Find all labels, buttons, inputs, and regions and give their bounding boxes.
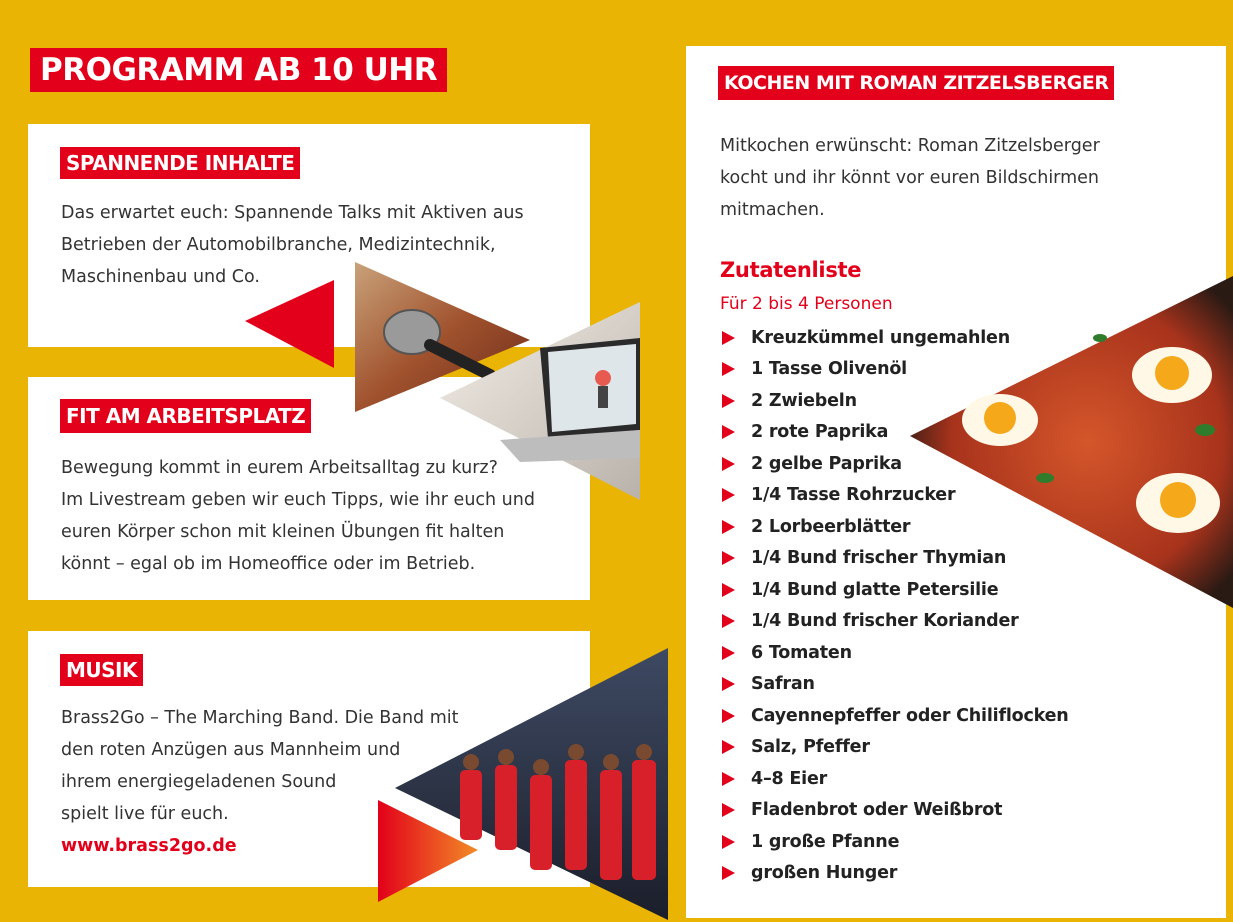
- text-line: kocht und ihr könnt vor euren Bildschirmen: [720, 168, 1099, 188]
- list-item: [722, 511, 1069, 543]
- list-item: [722, 763, 1069, 795]
- red-triangle-shape: [245, 280, 334, 368]
- list-item: [722, 480, 1069, 512]
- tag-fit-am-arbeitsplatz: FIT AM ARBEITSPLATZ: [60, 399, 311, 433]
- ingredient-label: 1 Tasse Olivenöl: [751, 359, 907, 380]
- list-item: [722, 385, 1069, 417]
- tag-musik: MUSIK: [60, 654, 143, 686]
- list-item: [722, 732, 1069, 764]
- list-item: [722, 574, 1069, 606]
- text-line: Betrieben der Automobilbranche, Medizintechnik,: [61, 235, 496, 255]
- arrow-right-icon: [722, 772, 735, 786]
- ingredients-subtitle: Für 2 bis 4 Personen: [720, 294, 893, 314]
- ingredient-label: 2 rote Paprika: [751, 422, 889, 443]
- arrow-right-icon: [722, 835, 735, 849]
- arrow-right-icon: [722, 551, 735, 565]
- ingredient-label: 1/4 Tasse Rohrzucker: [751, 485, 956, 506]
- list-item: [722, 826, 1069, 858]
- ingredients-title: Zutatenliste: [720, 258, 862, 282]
- ingredient-label: Kreuzkümmel ungemahlen: [751, 327, 1010, 348]
- ingredient-label: Safran: [751, 674, 815, 695]
- arrow-right-icon: [722, 520, 735, 534]
- ingredient-label: Salz, Pfeffer: [751, 737, 870, 758]
- list-item: [722, 700, 1069, 732]
- text-line: Bewegung kommt in eurem Arbeitsalltag zu kurz?: [61, 458, 498, 478]
- ingredient-label: großen Hunger: [751, 863, 898, 884]
- text-line: könnt – egal ob im Homeoffice oder im Betrieb.: [61, 554, 476, 574]
- text-line: Mitkochen erwünscht: Roman Zitzelsberger: [720, 136, 1100, 156]
- ingredient-label: 2 Zwiebeln: [751, 390, 857, 411]
- ingredient-label: 2 gelbe Paprika: [751, 453, 902, 474]
- ingredient-label: 4–8 Eier: [751, 768, 828, 789]
- arrow-right-icon: [722, 488, 735, 502]
- text-line: spielt live für euch.: [61, 804, 229, 824]
- arrow-right-icon: [722, 646, 735, 660]
- text-line: den roten Anzügen aus Mannheim und: [61, 740, 401, 760]
- ingredient-label: Fladenbrot oder Weißbrot: [751, 800, 1003, 821]
- arrow-right-icon: [722, 457, 735, 471]
- list-item: [722, 637, 1069, 669]
- arrow-right-icon: [722, 362, 735, 376]
- arrow-right-icon: [722, 677, 735, 691]
- list-item: [722, 669, 1069, 701]
- arrow-right-icon: [722, 583, 735, 597]
- text-line: mitmachen.: [720, 200, 825, 220]
- arrow-right-icon: [722, 740, 735, 754]
- arrow-right-icon: [722, 614, 735, 628]
- list-item: [722, 417, 1069, 449]
- ingredients-list: [722, 322, 1069, 889]
- text-line: Das erwartet euch: Spannende Talks mit Aktiven aus: [61, 203, 524, 223]
- arrow-right-icon: [722, 709, 735, 723]
- page-title: PROGRAMM AB 10 UHR: [30, 48, 447, 92]
- ingredient-label: 1/4 Bund frischer Thymian: [751, 548, 1007, 569]
- list-item: [722, 448, 1069, 480]
- ingredient-label: 6 Tomaten: [751, 642, 852, 663]
- list-item: [722, 858, 1069, 890]
- ingredient-label: 1/4 Bund glatte Petersilie: [751, 579, 999, 600]
- list-item: [722, 795, 1069, 827]
- text-line: Brass2Go – The Marching Band. Die Band mit: [61, 708, 459, 728]
- list-item: [722, 606, 1069, 638]
- arrow-right-icon: [722, 803, 735, 817]
- text-line: euren Körper schon mit kleinen Übungen fit halten: [61, 522, 505, 542]
- tag-spannende-inhalte: SPANNENDE INHALTE: [60, 147, 300, 179]
- text-line: Maschinenbau und Co.: [61, 267, 260, 287]
- arrow-right-icon: [722, 866, 735, 880]
- ingredient-label: 2 Lorbeerblätter: [751, 516, 911, 537]
- brass2go-link[interactable]: www.brass2go.de: [61, 836, 237, 856]
- list-item: [722, 543, 1069, 575]
- arrow-right-icon: [722, 331, 735, 345]
- arrow-right-icon: [722, 394, 735, 408]
- ingredient-label: 1/4 Bund frischer Koriander: [751, 611, 1019, 632]
- ingredient-label: Cayennepfeffer oder Chiliflocken: [751, 705, 1069, 726]
- ingredient-label: 1 große Pfanne: [751, 831, 900, 852]
- text-line: Im Livestream geben wir euch Tipps, wie ihr euch und: [61, 490, 535, 510]
- list-item: [722, 354, 1069, 386]
- text-line: ihrem energiegeladenen Sound: [61, 772, 337, 792]
- arrow-right-icon: [722, 425, 735, 439]
- tag-kochen: KOCHEN MIT ROMAN ZITZELSBERGER: [718, 66, 1114, 100]
- list-item: [722, 322, 1069, 354]
